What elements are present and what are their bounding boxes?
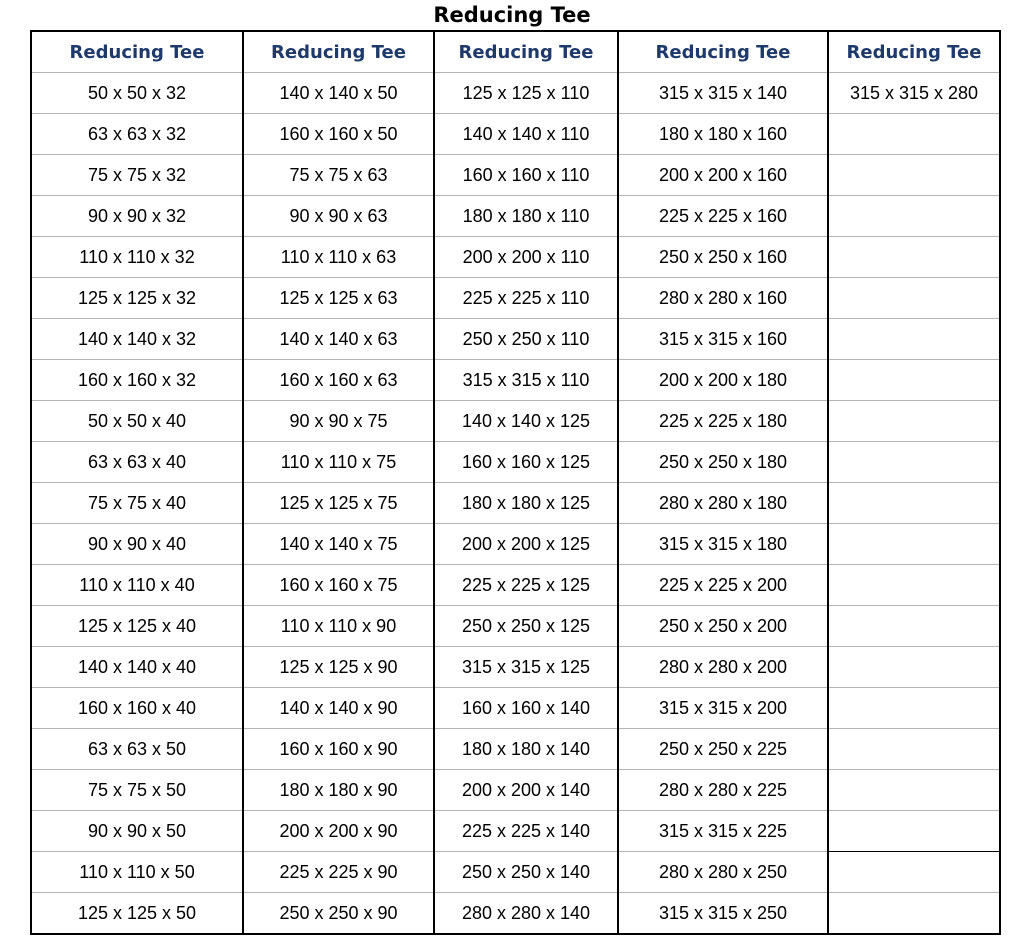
table-cell: 315 x 315 x 180 [618, 524, 828, 565]
table-row [31, 114, 1000, 155]
table-row [31, 483, 1000, 524]
table-cell: 200 x 200 x 110 [434, 237, 618, 278]
table-cell: 90 x 90 x 32 [31, 196, 243, 237]
table-cell: 110 x 110 x 63 [243, 237, 434, 278]
table-cell: 125 x 125 x 75 [243, 483, 434, 524]
table-cell: 225 x 225 x 90 [243, 852, 434, 893]
column-header: Reducing Tee [828, 31, 1000, 73]
table-cell [828, 647, 1000, 688]
table-cell [828, 483, 1000, 524]
table-row [31, 401, 1000, 442]
table-cell: 125 x 125 x 50 [31, 893, 243, 935]
table-cell [828, 811, 1000, 852]
table-cell: 250 x 250 x 225 [618, 729, 828, 770]
table-cell: 63 x 63 x 40 [31, 442, 243, 483]
table-cell: 50 x 50 x 32 [31, 73, 243, 114]
table-cell: 75 x 75 x 50 [31, 770, 243, 811]
table-cell: 250 x 250 x 140 [434, 852, 618, 893]
table-cell: 315 x 315 x 225 [618, 811, 828, 852]
table-cell: 160 x 160 x 125 [434, 442, 618, 483]
table-row [31, 852, 1000, 893]
table-cell: 75 x 75 x 32 [31, 155, 243, 196]
table-header [31, 31, 1000, 73]
table-row [31, 360, 1000, 401]
table-cell: 315 x 315 x 160 [618, 319, 828, 360]
table-cell: 125 x 125 x 90 [243, 647, 434, 688]
header-row [31, 31, 1000, 73]
table-cell: 75 x 75 x 40 [31, 483, 243, 524]
table-cell: 50 x 50 x 40 [31, 401, 243, 442]
table-cell: 315 x 315 x 280 [828, 73, 1000, 114]
table-row [31, 893, 1000, 935]
table-cell: 110 x 110 x 75 [243, 442, 434, 483]
table-row [31, 524, 1000, 565]
table-cell: 125 x 125 x 110 [434, 73, 618, 114]
table-cell: 140 x 140 x 50 [243, 73, 434, 114]
table-cell: 225 x 225 x 200 [618, 565, 828, 606]
column-header: Reducing Tee [243, 31, 434, 73]
table-cell: 180 x 180 x 90 [243, 770, 434, 811]
table-cell: 200 x 200 x 180 [618, 360, 828, 401]
table-cell: 90 x 90 x 40 [31, 524, 243, 565]
table-cell: 160 x 160 x 50 [243, 114, 434, 155]
table-cell: 225 x 225 x 125 [434, 565, 618, 606]
table-cell: 280 x 280 x 225 [618, 770, 828, 811]
table-cell: 315 x 315 x 140 [618, 73, 828, 114]
table-cell [828, 360, 1000, 401]
table-cell: 280 x 280 x 160 [618, 278, 828, 319]
table-row [31, 606, 1000, 647]
table-cell: 75 x 75 x 63 [243, 155, 434, 196]
table-body [31, 73, 1000, 935]
table-cell [828, 770, 1000, 811]
table-cell [828, 729, 1000, 770]
column-header: Reducing Tee [618, 31, 828, 73]
table-cell [828, 114, 1000, 155]
table-cell: 200 x 200 x 125 [434, 524, 618, 565]
column-header: Reducing Tee [31, 31, 243, 73]
table-cell: 140 x 140 x 32 [31, 319, 243, 360]
table-row [31, 237, 1000, 278]
table-row [31, 73, 1000, 114]
table-row [31, 647, 1000, 688]
page-title: Reducing Tee [433, 3, 591, 27]
table-row [31, 811, 1000, 852]
table-cell [828, 524, 1000, 565]
table-cell: 160 x 160 x 32 [31, 360, 243, 401]
table-cell [828, 893, 1000, 935]
table-cell: 225 x 225 x 110 [434, 278, 618, 319]
table-cell: 63 x 63 x 50 [31, 729, 243, 770]
table-cell: 280 x 280 x 250 [618, 852, 828, 893]
table-cell: 315 x 315 x 110 [434, 360, 618, 401]
table-cell [828, 319, 1000, 360]
table-cell: 250 x 250 x 90 [243, 893, 434, 935]
table-cell: 140 x 140 x 75 [243, 524, 434, 565]
table-cell: 125 x 125 x 40 [31, 606, 243, 647]
table-cell: 280 x 280 x 180 [618, 483, 828, 524]
table-cell: 250 x 250 x 200 [618, 606, 828, 647]
column-header: Reducing Tee [434, 31, 618, 73]
table-cell: 200 x 200 x 90 [243, 811, 434, 852]
table-row [31, 319, 1000, 360]
table-cell: 125 x 125 x 63 [243, 278, 434, 319]
table-cell: 160 x 160 x 63 [243, 360, 434, 401]
table-cell [828, 237, 1000, 278]
table-cell: 315 x 315 x 125 [434, 647, 618, 688]
table-cell: 180 x 180 x 140 [434, 729, 618, 770]
table-cell: 225 x 225 x 160 [618, 196, 828, 237]
table-row [31, 729, 1000, 770]
table-cell: 110 x 110 x 90 [243, 606, 434, 647]
table-cell: 250 x 250 x 110 [434, 319, 618, 360]
table-cell: 225 x 225 x 140 [434, 811, 618, 852]
table-row [31, 770, 1000, 811]
table-row [31, 278, 1000, 319]
table-cell: 200 x 200 x 160 [618, 155, 828, 196]
table-cell: 110 x 110 x 40 [31, 565, 243, 606]
table-cell [828, 606, 1000, 647]
table-cell: 315 x 315 x 250 [618, 893, 828, 935]
table-cell: 63 x 63 x 32 [31, 114, 243, 155]
table-cell: 140 x 140 x 125 [434, 401, 618, 442]
table-row [31, 196, 1000, 237]
table-cell [828, 196, 1000, 237]
table-cell: 225 x 225 x 180 [618, 401, 828, 442]
table-cell: 280 x 280 x 200 [618, 647, 828, 688]
table-cell: 180 x 180 x 125 [434, 483, 618, 524]
table-cell [828, 155, 1000, 196]
table-cell: 315 x 315 x 200 [618, 688, 828, 729]
table-row [31, 565, 1000, 606]
table-cell [828, 852, 1000, 893]
table-row [31, 442, 1000, 483]
table-cell: 140 x 140 x 110 [434, 114, 618, 155]
table-row [31, 155, 1000, 196]
table-cell [828, 565, 1000, 606]
table-cell: 90 x 90 x 50 [31, 811, 243, 852]
table-cell [828, 442, 1000, 483]
table-cell: 200 x 200 x 140 [434, 770, 618, 811]
table-cell: 250 x 250 x 125 [434, 606, 618, 647]
table-cell: 125 x 125 x 32 [31, 278, 243, 319]
table-cell: 90 x 90 x 75 [243, 401, 434, 442]
table-cell [828, 688, 1000, 729]
table-cell [828, 401, 1000, 442]
table-cell: 160 x 160 x 90 [243, 729, 434, 770]
table-cell: 90 x 90 x 63 [243, 196, 434, 237]
table-cell: 250 x 250 x 180 [618, 442, 828, 483]
table-cell: 110 x 110 x 32 [31, 237, 243, 278]
table-cell: 160 x 160 x 140 [434, 688, 618, 729]
table-cell: 180 x 180 x 110 [434, 196, 618, 237]
table-cell: 160 x 160 x 40 [31, 688, 243, 729]
table-cell: 180 x 180 x 160 [618, 114, 828, 155]
table-cell: 250 x 250 x 160 [618, 237, 828, 278]
table-cell: 160 x 160 x 110 [434, 155, 618, 196]
table-cell: 160 x 160 x 75 [243, 565, 434, 606]
table-cell: 140 x 140 x 63 [243, 319, 434, 360]
table-cell [828, 278, 1000, 319]
table-cell: 140 x 140 x 90 [243, 688, 434, 729]
table-row [31, 688, 1000, 729]
table-cell: 140 x 140 x 40 [31, 647, 243, 688]
table-cell: 110 x 110 x 50 [31, 852, 243, 893]
table-cell: 280 x 280 x 140 [434, 893, 618, 935]
reducing-tee-table [30, 30, 1001, 935]
